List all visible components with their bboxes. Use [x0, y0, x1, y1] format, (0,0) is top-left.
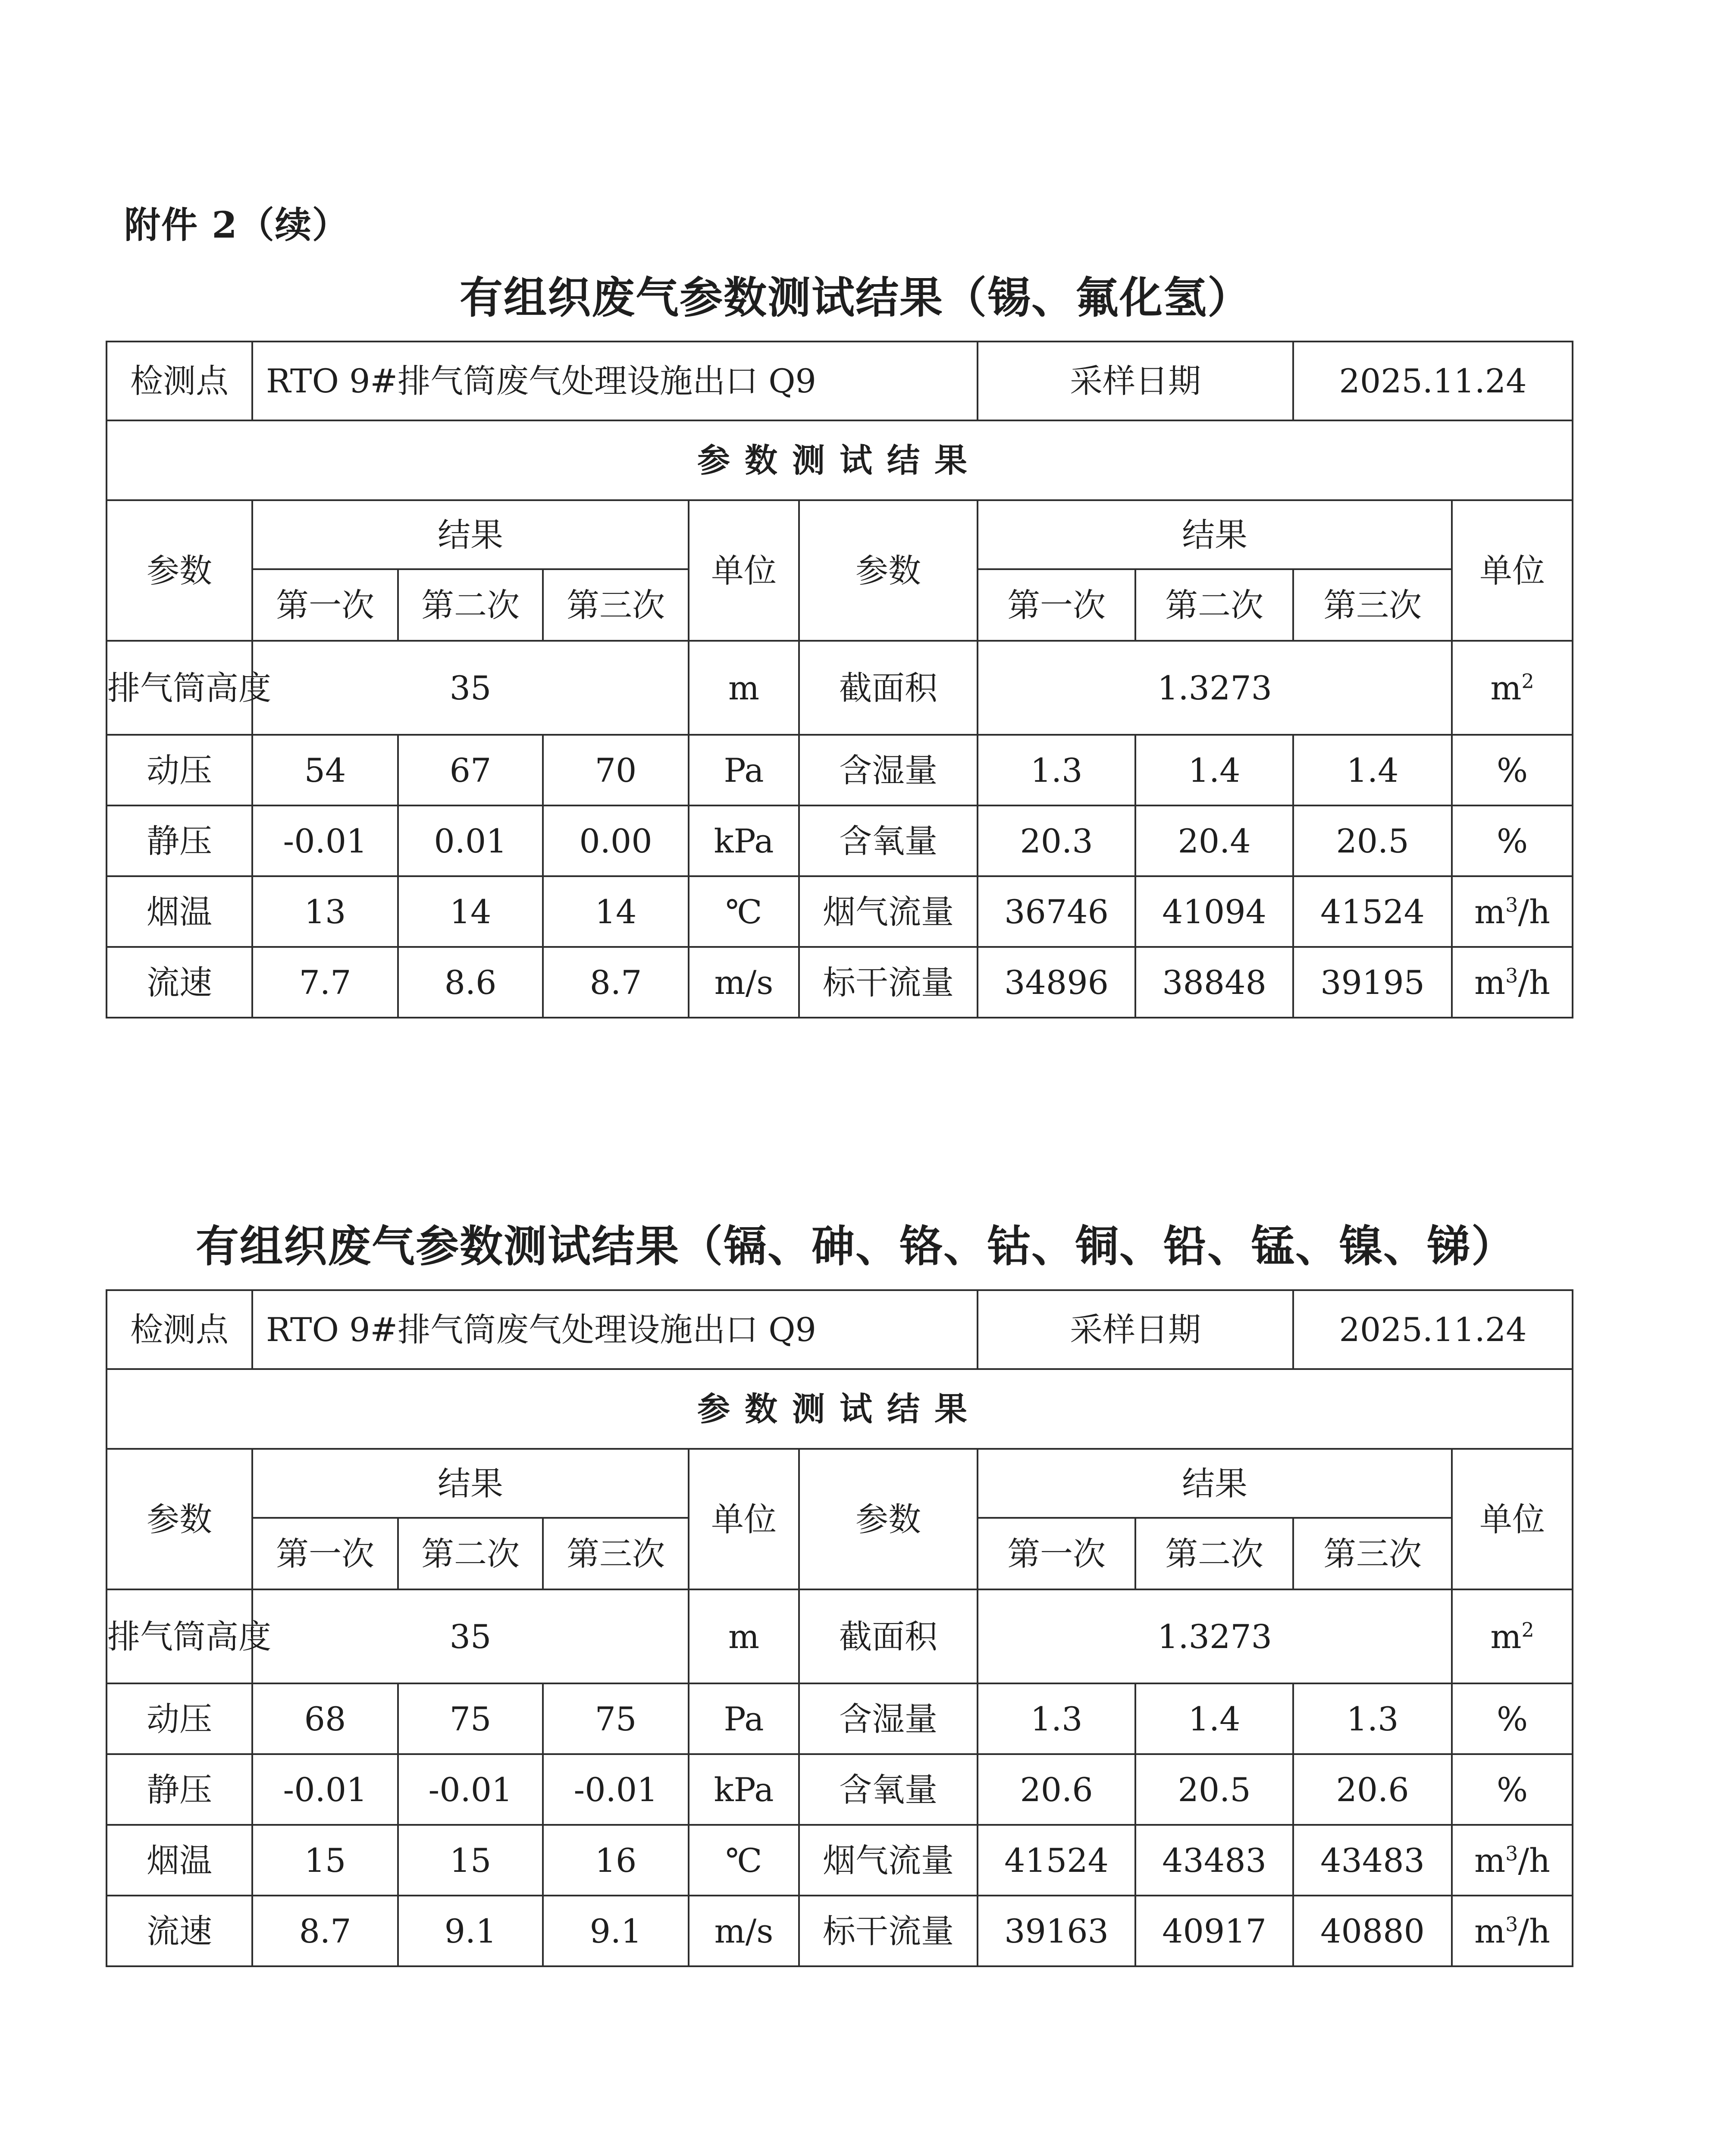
value-cell: 41094 [1135, 876, 1293, 947]
value-cell: 75 [398, 1683, 543, 1754]
stack-height-label: 排气筒高度 [107, 641, 252, 735]
value-cell: 41524 [1293, 876, 1452, 947]
value-cell: 0.01 [398, 805, 543, 876]
run3-header: 第三次 [1293, 569, 1452, 641]
value-cell: 14 [543, 876, 689, 947]
unit-percent: % [1452, 735, 1573, 805]
value-cell: 38848 [1135, 947, 1293, 1018]
unit-m3h: $m^3/h$ [1452, 876, 1573, 947]
table1-date: 2025.11.24 [1293, 342, 1573, 420]
stack-height-label: 排气筒高度 [107, 1589, 252, 1683]
run1-header: 第一次 [252, 569, 398, 641]
value-cell: 70 [543, 735, 689, 805]
table2-title: 有组织废气参数测试结果（镉、砷、铬、钴、铜、铅、锰、镍、锑） [196, 1221, 1515, 1272]
table2-header-row [107, 1290, 1573, 1369]
attachment-label: 附件 2（续） [124, 204, 349, 246]
unit-m3h: $m^3/h$ [1452, 1896, 1573, 1966]
date-label: 采样日期 [978, 1290, 1293, 1369]
value-cell: 40917 [1135, 1896, 1293, 1966]
unit-ms: m/s [689, 947, 799, 1018]
value-cell: -0.01 [543, 1754, 689, 1825]
std-dry-flow-label: 标干流量 [799, 1896, 978, 1966]
value-cell: 20.4 [1135, 805, 1293, 876]
velocity-label: 流速 [107, 1896, 252, 1966]
table1 [106, 341, 1573, 1018]
unit-percent: % [1452, 805, 1573, 876]
unit-kpa: kPa [689, 805, 799, 876]
value-cell: 20.5 [1293, 805, 1452, 876]
cross-section-label: 截面积 [799, 641, 978, 735]
value-cell: 67 [398, 735, 543, 805]
moisture-label: 含湿量 [799, 735, 978, 805]
table1-stack-height: 35 [252, 641, 689, 735]
static-pressure-label: 静压 [107, 1754, 252, 1825]
value-cell: 15 [252, 1825, 398, 1896]
unit-header: 单位 [1452, 500, 1573, 641]
table1-header-row [107, 342, 1573, 420]
unit-m: m [689, 1589, 799, 1683]
value-cell: 1.3 [978, 1683, 1135, 1754]
value-cell: 16 [543, 1825, 689, 1896]
result-header: 结果 [252, 1449, 689, 1518]
run2-header: 第二次 [1135, 569, 1293, 641]
value-cell: 1.4 [1293, 735, 1452, 805]
table2 [106, 1289, 1573, 1967]
value-cell: 7.7 [252, 947, 398, 1018]
value-cell: 13 [252, 876, 398, 947]
date-label: 采样日期 [978, 342, 1293, 420]
value-cell: -0.01 [398, 1754, 543, 1825]
value-cell: 43483 [1293, 1825, 1452, 1896]
value-cell: 20.6 [978, 1754, 1135, 1825]
result-header: 结果 [252, 500, 689, 569]
unit-header: 单位 [1452, 1449, 1573, 1589]
moisture-label: 含湿量 [799, 1683, 978, 1754]
run1-header: 第一次 [252, 1518, 398, 1589]
value-cell: 39195 [1293, 947, 1452, 1018]
point-label: 检测点 [107, 1290, 252, 1369]
value-cell: 20.5 [1135, 1754, 1293, 1825]
value-cell: 43483 [1135, 1825, 1293, 1896]
value-cell: 68 [252, 1683, 398, 1754]
result-header: 结果 [978, 1449, 1452, 1518]
point-label: 检测点 [107, 342, 252, 420]
table-row [107, 1683, 1573, 1754]
unit-m: m [689, 641, 799, 735]
table1-cross-section: 1.3273 [978, 641, 1452, 735]
value-cell: 1.3 [1293, 1683, 1452, 1754]
run2-header: 第二次 [398, 1518, 543, 1589]
unit-m2: $m^2$ [1452, 641, 1573, 735]
flue-temp-label: 烟温 [107, 1825, 252, 1896]
value-cell: 36746 [978, 876, 1135, 947]
run3-header: 第三次 [543, 1518, 689, 1589]
value-cell: 34896 [978, 947, 1135, 1018]
table-row [107, 735, 1573, 805]
value-cell: 9.1 [543, 1896, 689, 1966]
unit-m2: $m^2$ [1452, 1589, 1573, 1683]
dynamic-pressure-label: 动压 [107, 735, 252, 805]
table1-title: 有组织废气参数测试结果（锡、氟化氢） [460, 272, 1251, 323]
param-header: 参数 [799, 500, 978, 641]
value-cell: 8.7 [543, 947, 689, 1018]
unit-header: 单位 [689, 1449, 799, 1589]
param-header: 参数 [107, 500, 252, 641]
table2-stack-height: 35 [252, 1589, 689, 1683]
value-cell: 15 [398, 1825, 543, 1896]
unit-ms: m/s [689, 1896, 799, 1966]
unit-celsius: ℃ [689, 1825, 799, 1896]
run2-header: 第二次 [398, 569, 543, 641]
flue-flow-label: 烟气流量 [799, 876, 978, 947]
dynamic-pressure-label: 动压 [107, 1683, 252, 1754]
unit-kpa: kPa [689, 1754, 799, 1825]
unit-percent: % [1452, 1683, 1573, 1754]
param-header: 参数 [799, 1449, 978, 1589]
result-header: 结果 [978, 500, 1452, 569]
table-row [107, 1754, 1573, 1825]
table2-point: RTO 9#排气筒废气处理设施出口 Q9 [252, 1290, 978, 1369]
unit-m3h: $m^3/h$ [1452, 1825, 1573, 1896]
table1-point: RTO 9#排气筒废气处理设施出口 Q9 [252, 342, 978, 420]
value-cell: -0.01 [252, 805, 398, 876]
static-pressure-label: 静压 [107, 805, 252, 876]
results-banner: 参数测试结果 [107, 420, 1573, 500]
table2-cross-section: 1.3273 [978, 1589, 1452, 1683]
flue-temp-label: 烟温 [107, 876, 252, 947]
table-row [107, 1896, 1573, 1966]
flue-flow-label: 烟气流量 [799, 1825, 978, 1896]
value-cell: 40880 [1293, 1896, 1452, 1966]
run1-header: 第一次 [978, 1518, 1135, 1589]
unit-pa: Pa [689, 735, 799, 805]
run2-header: 第二次 [1135, 1518, 1293, 1589]
value-cell: 8.7 [252, 1896, 398, 1966]
table2-date: 2025.11.24 [1293, 1290, 1573, 1369]
value-cell: 1.4 [1135, 735, 1293, 805]
unit-percent: % [1452, 1754, 1573, 1825]
unit-pa: Pa [689, 1683, 799, 1754]
value-cell: 20.6 [1293, 1754, 1452, 1825]
run1-header: 第一次 [978, 569, 1135, 641]
cross-section-label: 截面积 [799, 1589, 978, 1683]
table-row [107, 805, 1573, 876]
oxygen-label: 含氧量 [799, 1754, 978, 1825]
value-cell: 75 [543, 1683, 689, 1754]
std-dry-flow-label: 标干流量 [799, 947, 978, 1018]
table-row [107, 1825, 1573, 1896]
value-cell: 54 [252, 735, 398, 805]
value-cell: 8.6 [398, 947, 543, 1018]
table-row [107, 876, 1573, 947]
value-cell: 20.3 [978, 805, 1135, 876]
table-row [107, 947, 1573, 1018]
velocity-label: 流速 [107, 947, 252, 1018]
value-cell: 1.4 [1135, 1683, 1293, 1754]
run3-header: 第三次 [1293, 1518, 1452, 1589]
value-cell: 41524 [978, 1825, 1135, 1896]
unit-m3h: $m^3/h$ [1452, 947, 1573, 1018]
value-cell: 9.1 [398, 1896, 543, 1966]
value-cell: 1.3 [978, 735, 1135, 805]
oxygen-label: 含氧量 [799, 805, 978, 876]
value-cell: 14 [398, 876, 543, 947]
value-cell: 0.00 [543, 805, 689, 876]
value-cell: -0.01 [252, 1754, 398, 1825]
unit-header: 单位 [689, 500, 799, 641]
run3-header: 第三次 [543, 569, 689, 641]
value-cell: 39163 [978, 1896, 1135, 1966]
results-banner: 参数测试结果 [107, 1369, 1573, 1449]
param-header: 参数 [107, 1449, 252, 1589]
unit-celsius: ℃ [689, 876, 799, 947]
